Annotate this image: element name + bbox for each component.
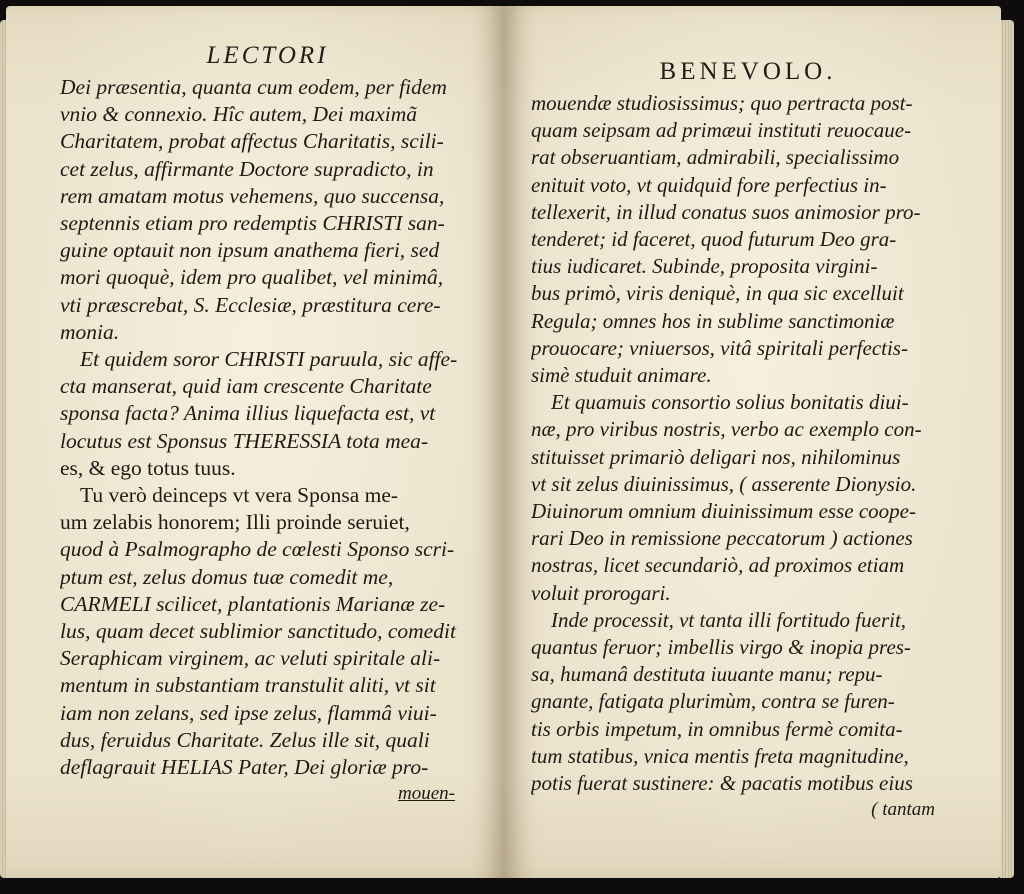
left-page [6, 6, 503, 878]
text-line: næ, pro viribus nostris, verbo ac exemplo con- [531, 417, 922, 442]
text-line: iam non zelans, sed ipse zelus, flammâ viui- [60, 700, 437, 725]
text-line: es, & ego totus tuus. [60, 455, 236, 480]
text-line: cta manserat, quid iam crescente Charitate [60, 374, 432, 399]
text-line: tius iudicaret. Subinde, proposita virgini- [531, 254, 878, 279]
text-line: nostras, licet secundariò, ad proximos etiam [531, 553, 905, 578]
text-line: quod à Psalmographo de cœlesti Sponso scri- [60, 537, 455, 562]
text-line: simè studuit animare. [531, 363, 712, 388]
text-line: mentum in substantiam transtulit aliti, vt sit [60, 673, 436, 698]
text-line: sponsa facta? Anima illius liquefacta est, vt [60, 401, 436, 426]
text-line: enituit voto, vt quidquid fore perfectius in- [531, 172, 887, 197]
text-line: mouendæ studiosissimus; quo pertracta post- [531, 91, 913, 115]
text-line: Inde processit, vt tanta illi fortitudo fuerit, [551, 607, 907, 632]
left-running-header: LECTORI [206, 42, 329, 69]
text-line: dus, feruidus Charitate. Zelus ille sit, quali [60, 727, 430, 752]
text-line: CARMELI scilicet, plantationis Marianæ ze- [60, 591, 446, 616]
text-line: vti præscrebat, S. Ecclesiæ, præstitura cere- [60, 292, 441, 317]
text-line: Et quamuis consortio solius bonitatis diui- [551, 390, 909, 415]
text-line: cet zelus, affirmante Doctore supradicto, in [60, 156, 434, 181]
text-line: bus primò, viris deniquè, in qua sic excelluit [531, 281, 904, 306]
text-line: tenderet; id faceret, quod futurum Deo gra- [531, 227, 897, 252]
right-text-block [531, 90, 965, 797]
text-line: Dei præsentia, quanta cum eodem, per fidem [60, 75, 447, 99]
text-line: tum statibus, vnica mentis freta magnitudine, [531, 743, 909, 768]
text-line: Regula; omnes hos in sublime sanctimoniæ [531, 308, 895, 333]
text-line: stituisset primariò deligari nos, nihilominus [531, 444, 901, 469]
text-line: um zelabis honorem; Illi proinde seruiet, [60, 510, 410, 535]
text-line: Charitatem, probat affectus Charitatis, scili- [60, 129, 444, 154]
right-catchword: ( tantam [871, 799, 935, 821]
page-bottom-shadow [300, 878, 480, 894]
text-line: vt sit zelus diuinissimus, ( asserente Dionysio. [531, 471, 917, 496]
right-page-edge [1000, 20, 1014, 878]
left-text-block [60, 74, 475, 781]
text-line: Tu verò deinceps vt vera Sponsa me- [80, 483, 399, 508]
text-line: prouocare; vniuersos, vitâ spiritali perfectis- [531, 335, 908, 360]
left-catchword: mouen- [398, 783, 455, 805]
text-line: tellexerit, in illud conatus suos animosior pro- [531, 199, 921, 224]
text-line: voluit prorogari. [531, 580, 671, 605]
text-line: monia. [60, 319, 120, 344]
text-line: sa, humanâ destituta iuuante manu; repu- [531, 662, 883, 687]
text-line: deflagrauit HELIAS Pater, Dei gloriæ pro- [60, 755, 429, 780]
text-line: quantus feruor; imbellis virgo & inopia pres- [531, 635, 911, 660]
right-page [503, 6, 1001, 878]
text-line: lus, quam decet sublimior sanctitudo, comedit [60, 619, 456, 644]
text-line: gnante, fatigata plurimùm, contra se furen- [531, 689, 895, 714]
text-line: Diuinorum omnium diuinissimum esse coope- [531, 499, 916, 524]
right-running-header: BENEVOLO. [659, 58, 837, 85]
text-line: guine optauit non ipsum anathema fieri, sed [60, 238, 440, 263]
text-line: locutus est Sponsus THERESSIA tota mea- [60, 428, 429, 453]
text-line: rem amatam motus vehemens, quo succensa, [60, 183, 445, 208]
text-line: septennis etiam pro redemptis CHRISTI san- [60, 211, 445, 236]
text-line: quam seipsam ad primæui instituti reuocaue- [531, 118, 912, 143]
text-line: ptum est, zelus domus tuæ comedit me, [60, 564, 394, 589]
text-line: tis orbis impetum, in omnibus fermè comita- [531, 716, 903, 741]
text-line: rari Deo in remissione peccatorum ) actiones [531, 526, 913, 551]
text-line: vnio & connexio. Hîc autem, Dei maximã [60, 102, 418, 127]
text-line: Et quidem soror CHRISTI paruula, sic affe- [80, 347, 458, 372]
text-line: mori quoquè, idem pro qualibet, vel minimâ, [60, 265, 444, 290]
text-line: rat obseruantiam, admirabili, specialissimo [531, 145, 900, 170]
text-line: potis fuerat sustinere: & pacatis motibus eius [531, 771, 913, 796]
text-line: Seraphicam virginem, ac veluti spiritale ali- [60, 646, 441, 671]
